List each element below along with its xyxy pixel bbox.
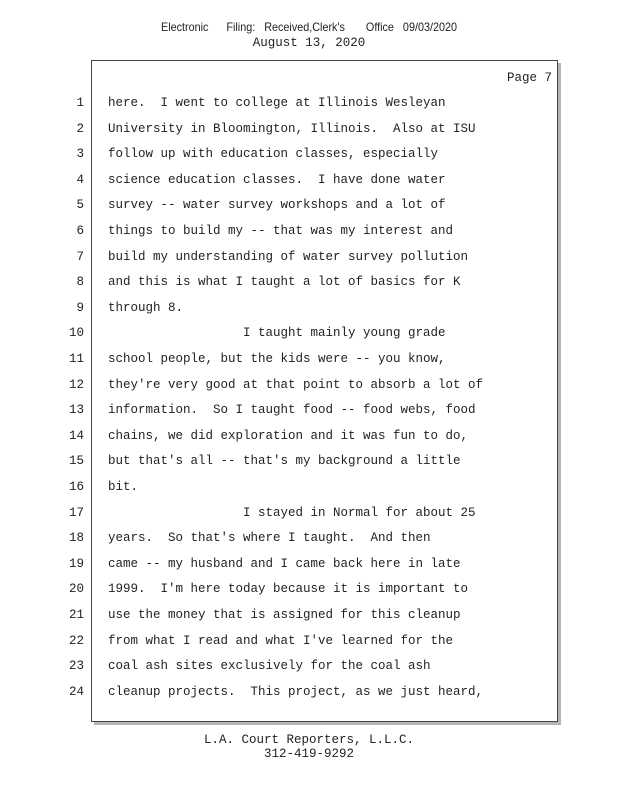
transcript-line [0,529,600,547]
line-number: 17 [68,505,84,520]
line-text: cleanup projects. This project, as we just heard, [108,684,484,699]
line-text: bit. [108,480,139,494]
line-number: 19 [68,556,84,571]
line-number: 16 [68,480,84,494]
line-number: 8 [76,275,84,290]
line-text: they're very good at that point to absorb a lot of [108,377,484,392]
transcript-line [0,350,600,368]
line-number: 20 [68,582,84,597]
transcript-line [0,478,600,496]
transcript-line [0,145,600,163]
line-text: science education classes. I have done water [108,172,446,187]
line-text: information. So I taught food -- food webs, food [108,403,476,418]
line-text: and this is what I taught a lot of basics for K [108,275,461,290]
line-text: from what I read and what I've learned for the [108,633,454,648]
line-text: through 8. [108,300,184,315]
line-number: 12 [68,377,84,392]
line-text: came -- my husband and I came back here in late [108,556,461,571]
transcript-line [0,555,600,573]
transcript-line [0,401,600,419]
line-text: follow up with education classes, especially [108,147,439,162]
filing-stamp: Electronic Filing: Received,Clerk's Office 09/03/2020 [160,20,457,34]
transcript-line [0,248,600,266]
line-number: 6 [76,224,84,238]
line-number: 22 [68,633,84,648]
line-text: things to build my -- that was my interest and [108,224,454,238]
line-text: chains, we did exploration and it was fun to do, [108,428,469,443]
transcript-line [0,632,600,650]
transcript-line [0,299,600,317]
line-number: 1 [76,96,84,110]
line-text: I stayed in Normal for about 25 [108,505,476,520]
transcript-line [0,580,600,598]
transcript-line [0,171,600,189]
footer-phone: 312-419-9292 [263,747,354,761]
transcript-line [0,196,600,214]
line-text: build my understanding of water survey pollution [108,249,469,264]
line-number: 3 [76,147,84,162]
line-number: 15 [68,454,84,469]
transcript-line [0,504,600,522]
line-number: 24 [68,684,84,699]
line-text: years. So that's where I taught. And then [108,531,431,546]
hearing-date: August 13, 2020 [252,36,366,50]
transcript-line [0,376,600,394]
line-number: 23 [68,659,84,674]
line-number: 13 [68,403,84,418]
line-text: but that's all -- that's my background a little [108,454,461,469]
line-number: 10 [68,326,84,341]
transcript-line [0,273,600,291]
line-number: 5 [76,198,84,213]
page-number-label: Page 7 [506,71,552,85]
line-text: survey -- water survey workshops and a lot of [108,198,446,213]
line-number: 11 [68,352,84,366]
line-text: school people, but the kids were -- you know, [108,352,446,366]
line-text: University in Bloomington, Illinois. Also at ISU [108,121,476,136]
transcript-line [0,324,600,342]
transcript-line [0,120,600,138]
transcript-line [0,606,600,624]
footer-company: L.A. Court Reporters, L.L.C. [203,733,415,747]
transcript-line [0,683,600,701]
line-number: 7 [76,249,84,264]
line-text: I taught mainly young grade [108,326,446,341]
line-number: 18 [68,531,84,546]
transcript-line [0,657,600,675]
line-text: use the money that is assigned for this cleanup [108,608,461,622]
line-text: here. I went to college at Illinois Wesleyan [108,96,446,110]
transcript-line [0,222,600,240]
transcript-line [0,94,600,112]
line-text: 1999. I'm here today because it is important to [108,582,469,597]
line-number: 4 [76,172,84,187]
transcript-line [0,452,600,470]
line-number: 14 [68,428,84,443]
line-number: 2 [76,121,84,136]
line-number: 21 [68,608,84,622]
line-number: 9 [76,300,84,315]
line-text: coal ash sites exclusively for the coal ash [108,659,431,674]
transcript-line [0,427,600,445]
